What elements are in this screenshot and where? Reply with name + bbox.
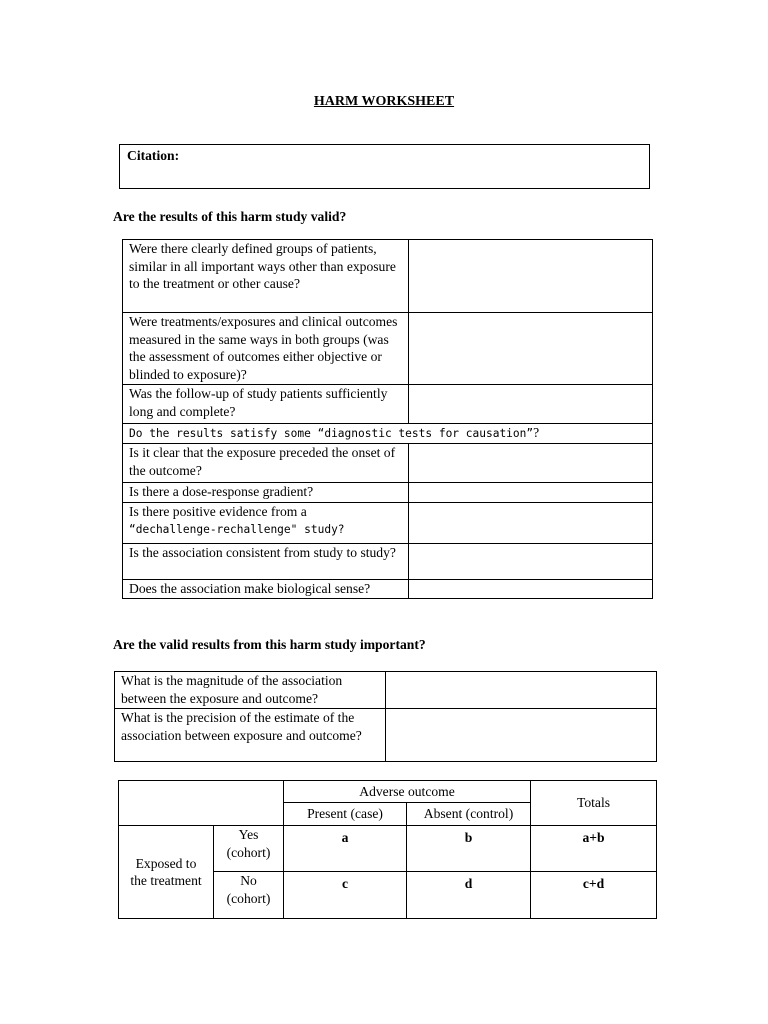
validity-answer-dechallenge[interactable] — [409, 503, 653, 544]
cell-b: b — [407, 826, 531, 872]
validity-table — [122, 239, 653, 599]
cell-d: d — [407, 872, 531, 919]
cell-a-plus-b: a+b — [531, 826, 657, 872]
citation-label: Citation: — [127, 148, 180, 163]
no-cohort-label — [214, 872, 284, 919]
validity-answer-groups[interactable] — [409, 240, 653, 313]
validity-answer-biological-sense[interactable] — [409, 580, 653, 599]
yes-line-1: Yes — [238, 827, 259, 842]
validity-question-biological-sense: Does the association make biological sense? — [123, 580, 409, 599]
importance-table — [114, 671, 657, 762]
totals-header: Totals — [531, 781, 657, 826]
citation-box[interactable] — [119, 144, 650, 189]
cell-a: a — [284, 826, 407, 872]
validity-question-groups: Were there clearly defined groups of patients, similar in all important ways other than exposure to the treatment or other cause? — [123, 240, 409, 313]
dechallenge-line-2: “dechallenge-rechallenge" study? — [129, 522, 345, 536]
exposed-label — [119, 826, 214, 919]
validity-answer-dose-response[interactable] — [409, 483, 653, 503]
cell-c: c — [284, 872, 407, 919]
causation-subheading — [123, 424, 653, 444]
importance-question-precision: What is the precision of the estimate of the association between exposure and outcome? — [115, 709, 386, 762]
cell-c-plus-d: c+d — [531, 872, 657, 919]
dechallenge-line-1: Is there positive evidence from a — [129, 504, 307, 519]
absent-control-header: Absent (control) — [407, 803, 531, 826]
page-title: HARM WORKSHEET — [313, 94, 455, 109]
present-case-header: Present (case) — [284, 803, 407, 826]
importance-question-magnitude: What is the magnitude of the association between the exposure and outcome? — [115, 672, 386, 709]
causation-text-c: ? — [533, 425, 540, 440]
no-line-1: No — [240, 873, 257, 888]
no-line-2: (cohort) — [226, 890, 271, 906]
yes-cohort-label — [214, 826, 284, 872]
yes-line-2: (cohort) — [226, 844, 271, 860]
validity-heading: Are the results of this harm study valid? — [113, 209, 347, 224]
causation-text-a: Do the results satisfy some — [129, 427, 318, 440]
exposed-line-2: the treatment — [130, 873, 202, 888]
importance-answer-magnitude[interactable] — [386, 672, 657, 709]
validity-question-follow-up: Was the follow-up of study patients sufficiently long and complete? — [123, 385, 409, 424]
importance-heading: Are the valid results from this harm study important? — [113, 637, 426, 652]
exposed-line-1: Exposed to — [135, 855, 197, 871]
importance-answer-precision[interactable] — [386, 709, 657, 762]
validity-answer-temporality[interactable] — [409, 444, 653, 483]
validity-answer-measurement[interactable] — [409, 313, 653, 385]
causation-text-b: “diagnostic tests for causation” — [317, 427, 534, 440]
adverse-outcome-header: Adverse outcome — [284, 781, 531, 803]
validity-answer-follow-up[interactable] — [409, 385, 653, 424]
validity-question-dose-response: Is there a dose-response gradient? — [123, 483, 409, 503]
validity-answer-consistency[interactable] — [409, 544, 653, 580]
validity-question-dechallenge — [123, 503, 409, 544]
validity-question-temporality: Is it clear that the exposure preceded the onset of the outcome? — [123, 444, 409, 483]
validity-question-measurement: Were treatments/exposures and clinical outcomes measured in the same ways in both groups (was the assessment of outcomes either objective or blinded to exposure)? — [123, 313, 409, 385]
contingency-table — [118, 780, 657, 919]
contingency-corner — [119, 781, 284, 826]
validity-question-consistency: Is the association consistent from study to study? — [123, 544, 409, 580]
